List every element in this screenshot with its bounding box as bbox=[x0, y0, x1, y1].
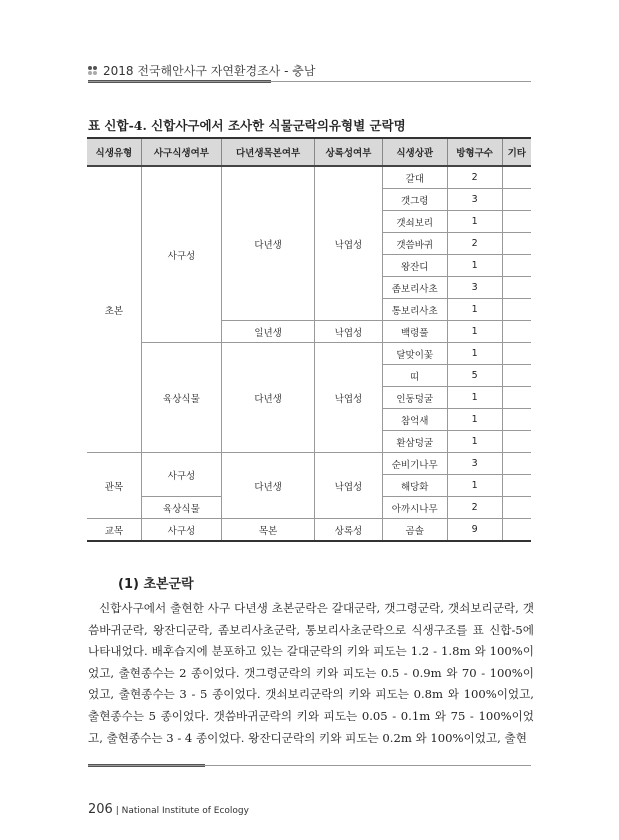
table-cell: 갈대 bbox=[382, 166, 447, 189]
table-cell: 1 bbox=[447, 343, 502, 365]
table-cell: 낙엽성 bbox=[315, 321, 383, 343]
table-cell bbox=[502, 299, 531, 321]
table-cell: 1 bbox=[447, 387, 502, 409]
table-cell bbox=[502, 519, 531, 542]
dots-icon bbox=[88, 66, 97, 75]
table-cell: 갯씀바귀 bbox=[382, 233, 447, 255]
column-header: 기타 bbox=[502, 138, 531, 166]
table-cell: 사구성 bbox=[141, 166, 221, 343]
column-header: 방형구수 bbox=[447, 138, 502, 166]
table-cell: 낙엽성 bbox=[315, 343, 383, 453]
table-cell: 갯쇠보리 bbox=[382, 211, 447, 233]
table-cell: 낙엽성 bbox=[315, 453, 383, 519]
header-rule bbox=[88, 81, 531, 82]
table-cell: 곰솔 bbox=[382, 519, 447, 542]
header-title: 2018 전국해안사구 자연환경조사 - 충남 bbox=[103, 64, 316, 78]
table-row bbox=[87, 166, 531, 189]
table-cell: 왕잔디 bbox=[382, 255, 447, 277]
table-cell bbox=[502, 321, 531, 343]
footer-org: National Institute of Ecology bbox=[121, 806, 249, 816]
column-header: 다년생목본여부 bbox=[222, 138, 315, 166]
table-row bbox=[87, 519, 531, 542]
table-cell bbox=[502, 475, 531, 497]
table-cell: 낙엽성 bbox=[315, 166, 383, 321]
table-cell: 초본 bbox=[87, 166, 141, 453]
table-row bbox=[87, 453, 531, 475]
table-cell bbox=[502, 211, 531, 233]
footer bbox=[88, 802, 249, 817]
table-cell bbox=[502, 431, 531, 453]
table-row bbox=[87, 343, 531, 365]
column-header: 사구식생여부 bbox=[141, 138, 221, 166]
table-cell: 해당화 bbox=[382, 475, 447, 497]
table-caption: 표 신합-4. 신합사구에서 조사한 식물군락의유형별 군락명 bbox=[88, 118, 406, 133]
footer-rule bbox=[88, 765, 531, 766]
table-cell bbox=[502, 365, 531, 387]
table-cell bbox=[502, 233, 531, 255]
table-cell bbox=[502, 387, 531, 409]
table-cell: 1 bbox=[447, 255, 502, 277]
table-cell bbox=[502, 343, 531, 365]
column-header: 식생상관 bbox=[382, 138, 447, 166]
table-cell bbox=[502, 453, 531, 475]
body-paragraph: 신합사구에서 출현한 사구 다년생 초본군락은 갈대군락, 갯그령군락, 갯쇠보리군락, 갯씀바귀군락, 왕잔디군락, 좀보리사초군락, 통보리사초군락으로 식생구조를 표 신합-5에 나타내었다. 배후습지에 분포하고 있는 갈대군락의 키와 피도는 1.2 - 1.8m 와 100%이었고, 출현종수는 2 종이었다. 갯그령군락의 키와 피도는 0.5 - 0.9m 와 70 - 100%이었고, 출현종수는 3 - 5 종이었다. 갯쇠보리군락의 키와 피도는 0.8m 와 100%이었고, 출현종수는 5 종이었다. 갯씀바귀군락의 키와 피도는 0.05 - 0.1m 와 75 - 100%이었고, 출현종수는 3 - 4 종이었다. 왕잔디군락의 키와 피도는 0.2m 와 100%이었고, 출현 bbox=[88, 601, 534, 745]
table-cell: 통보리사초 bbox=[382, 299, 447, 321]
table-cell: 1 bbox=[447, 211, 502, 233]
table-cell: 2 bbox=[447, 233, 502, 255]
table-cell: 2 bbox=[447, 497, 502, 519]
table-cell: 목본 bbox=[222, 519, 315, 542]
table-cell: 다년생 bbox=[222, 453, 315, 519]
table-cell: 다년생 bbox=[222, 343, 315, 453]
table-cell: 1 bbox=[447, 321, 502, 343]
page-number: 206 bbox=[88, 802, 113, 817]
section-heading: (1) 초본군락 bbox=[118, 577, 194, 592]
table-cell: 3 bbox=[447, 453, 502, 475]
table-cell: 9 bbox=[447, 519, 502, 542]
table-cell: 갯그령 bbox=[382, 189, 447, 211]
table-cell: 환삼덩굴 bbox=[382, 431, 447, 453]
table-cell: 띠 bbox=[382, 365, 447, 387]
table-cell: 인동덩굴 bbox=[382, 387, 447, 409]
table-cell: 사구성 bbox=[141, 453, 221, 497]
table-cell: 1 bbox=[447, 475, 502, 497]
table-cell: 참억새 bbox=[382, 409, 447, 431]
table-cell: 일년생 bbox=[222, 321, 315, 343]
table-cell: 관목 bbox=[87, 453, 141, 519]
table-cell: 교목 bbox=[87, 519, 141, 542]
table-cell: 좀보리사초 bbox=[382, 277, 447, 299]
table-cell: 상록성 bbox=[315, 519, 383, 542]
table-cell: 백령풀 bbox=[382, 321, 447, 343]
table-cell bbox=[502, 497, 531, 519]
table-cell: 육상식물 bbox=[141, 497, 221, 519]
table-cell: 사구성 bbox=[141, 519, 221, 542]
table-cell: 순비기나무 bbox=[382, 453, 447, 475]
table-cell: 1 bbox=[447, 299, 502, 321]
table-cell: 2 bbox=[447, 166, 502, 189]
table-cell bbox=[502, 189, 531, 211]
table-cell: 5 bbox=[447, 365, 502, 387]
table-cell: 3 bbox=[447, 189, 502, 211]
column-header: 상록성여부 bbox=[315, 138, 383, 166]
table-cell bbox=[502, 255, 531, 277]
table-cell: 육상식물 bbox=[141, 343, 221, 453]
table-cell: 아까시나무 bbox=[382, 497, 447, 519]
running-header bbox=[88, 62, 315, 79]
community-table bbox=[87, 137, 531, 542]
footer-separator: | bbox=[115, 806, 119, 816]
table-cell: 3 bbox=[447, 277, 502, 299]
table-cell: 달맞이꽃 bbox=[382, 343, 447, 365]
table-cell bbox=[502, 409, 531, 431]
table-cell bbox=[502, 166, 531, 189]
table-cell bbox=[502, 277, 531, 299]
table-cell: 다년생 bbox=[222, 166, 315, 321]
column-header: 식생유형 bbox=[87, 138, 141, 166]
table-cell: 1 bbox=[447, 431, 502, 453]
table-cell: 1 bbox=[447, 409, 502, 431]
